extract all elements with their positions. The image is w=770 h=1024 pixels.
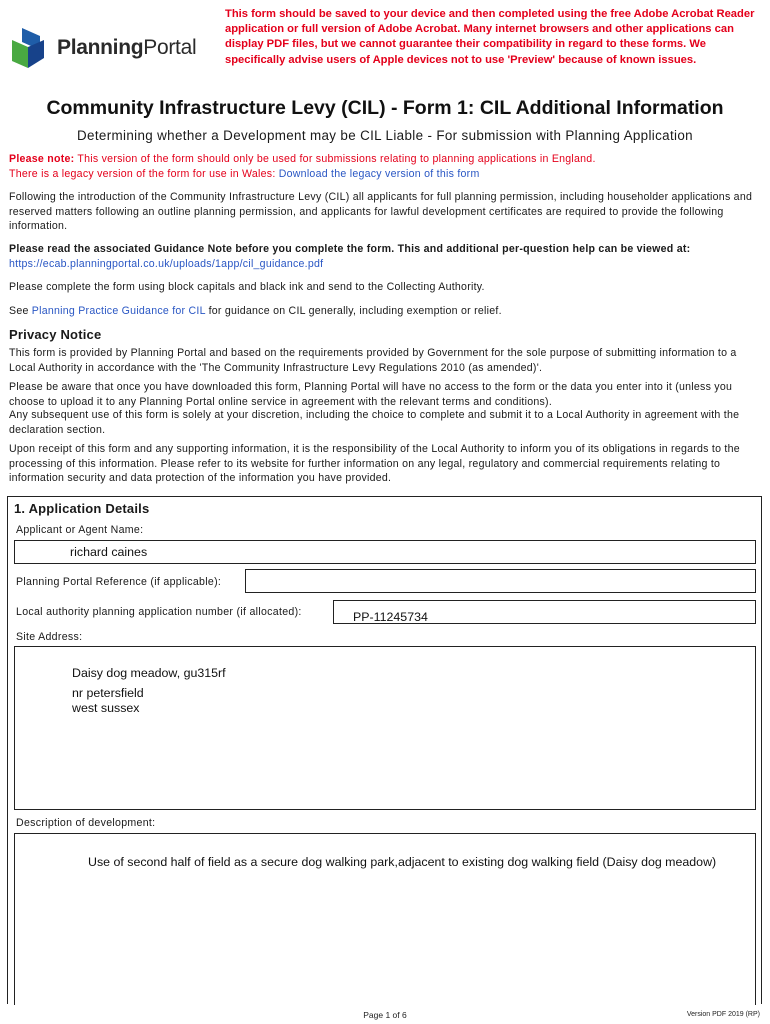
guidance-note <box>9 242 761 271</box>
complete-instruction: Please complete the form using block capitals and black ink and send to the Collecting Authority. <box>9 281 485 293</box>
privacy-p4: Upon receipt of this form and any supporting information, it is the responsibility of the Local Authority to inform you of its obligations in regards to the processing of this information. Please refer to its website for further information on any legal, regulatory and commercial requirements relating to information security and data protection of the information you have provided. <box>9 443 740 485</box>
page-title: Community Infrastructure Levy (CIL) - Form 1: CIL Additional Information <box>46 97 724 119</box>
site-address-line: west sussex <box>72 701 140 715</box>
privacy-p2: Please be aware that once you have downloaded this form, Planning Portal will have no access to the form or the data you enter into it (unless you choose to upload it to any Planning Portal online service in agreement with the relevant terms and conditions). <box>9 381 733 408</box>
lpa-number-label: Local authority planning application number (if allocated): <box>16 606 302 618</box>
planning-portal-logo-text: PlanningPortal <box>57 36 197 59</box>
portal-reference-field[interactable] <box>245 569 756 593</box>
lpa-number-value: PP-11245734 <box>353 610 428 624</box>
privacy-p1: This form is provided by Planning Portal and based on the requirements provided by Government for the sole purpose of submitting information to a Local Authority in accordance with the 'The Community Infrastructure Levy Regulations 2010 (as amended)'. <box>9 347 737 374</box>
site-address-line: nr petersfield <box>72 686 144 700</box>
please-note-text: This version of the form should only be used for submissions relating to planning applications in England. <box>74 153 596 165</box>
site-address-field[interactable] <box>14 646 756 810</box>
planning-portal-logo-icon <box>10 26 54 70</box>
see-suffix: for guidance on CIL generally, including exemption or relief. <box>205 305 502 317</box>
guidance-link[interactable]: https://ecab.planningportal.co.uk/uploads/1app/cil_guidance.pdf <box>9 257 324 270</box>
wales-legacy-link[interactable]: Download the legacy version of this form <box>278 167 480 180</box>
description-field[interactable] <box>14 833 756 1005</box>
application-details-section <box>7 496 762 1004</box>
wales-note-text: There is a legacy version of the form for use in Wales: <box>9 167 279 180</box>
section-heading: 1. Application Details <box>14 501 150 516</box>
planning-practice-guidance-link[interactable]: Planning Practice Guidance for CIL <box>31 305 206 317</box>
applicant-name-value: richard caines <box>70 545 148 559</box>
page-number: Page 1 of 6 <box>363 1010 407 1020</box>
adobe-warning: This form should be saved to your device and then completed using the free Adobe Acrobat Reader application or full version of Adobe Acrobat. Many internet browsers and other applications can display PDF files, but we cannot guarantee their compatibility in regard to these forms. We specifically advise users of Apple devices not to use 'Preview' because of known issues. <box>225 8 755 66</box>
page-subtitle: Determining whether a Development may be CIL Liable - For submission with Planning Application <box>77 128 693 143</box>
site-address-label: Site Address: <box>16 631 83 643</box>
portal-reference-label: Planning Portal Reference (if applicable): <box>16 576 222 588</box>
privacy-p3: Any subsequent use of this form is solely at your discretion, including the choice to complete and submit it to a Local Authority in agreement with the declaration section. <box>9 409 740 436</box>
intro-paragraph: Following the introduction of the Community Infrastructure Levy (CIL) all applicants for full planning permission, including householder applications and reserved matters following an outline planning permission, and applicants for lawful development certificates are required to provide the following information. <box>9 191 753 233</box>
description-label: Description of development: <box>16 817 156 829</box>
please-note <box>9 152 761 181</box>
privacy-heading: Privacy Notice <box>9 327 102 342</box>
version-label: Version PDF 2019 (RP) <box>686 1011 760 1018</box>
guidance-text: Please read the associated Guidance Note before you complete the form. This and additional per-question help can be viewed at: <box>9 243 691 255</box>
lpa-number-field[interactable] <box>333 600 756 624</box>
description-value: Use of second half of field as a secure dog walking park,adjacent to existing dog walking field (Daisy dog meadow) <box>88 855 717 869</box>
see-prefix: See <box>9 305 32 317</box>
site-address-line: Daisy dog meadow, gu315rf <box>72 666 226 680</box>
see-guidance <box>9 304 761 319</box>
applicant-name-field[interactable] <box>14 540 756 564</box>
please-note-label: Please note: <box>9 153 75 165</box>
applicant-label: Applicant or Agent Name: <box>16 524 144 536</box>
